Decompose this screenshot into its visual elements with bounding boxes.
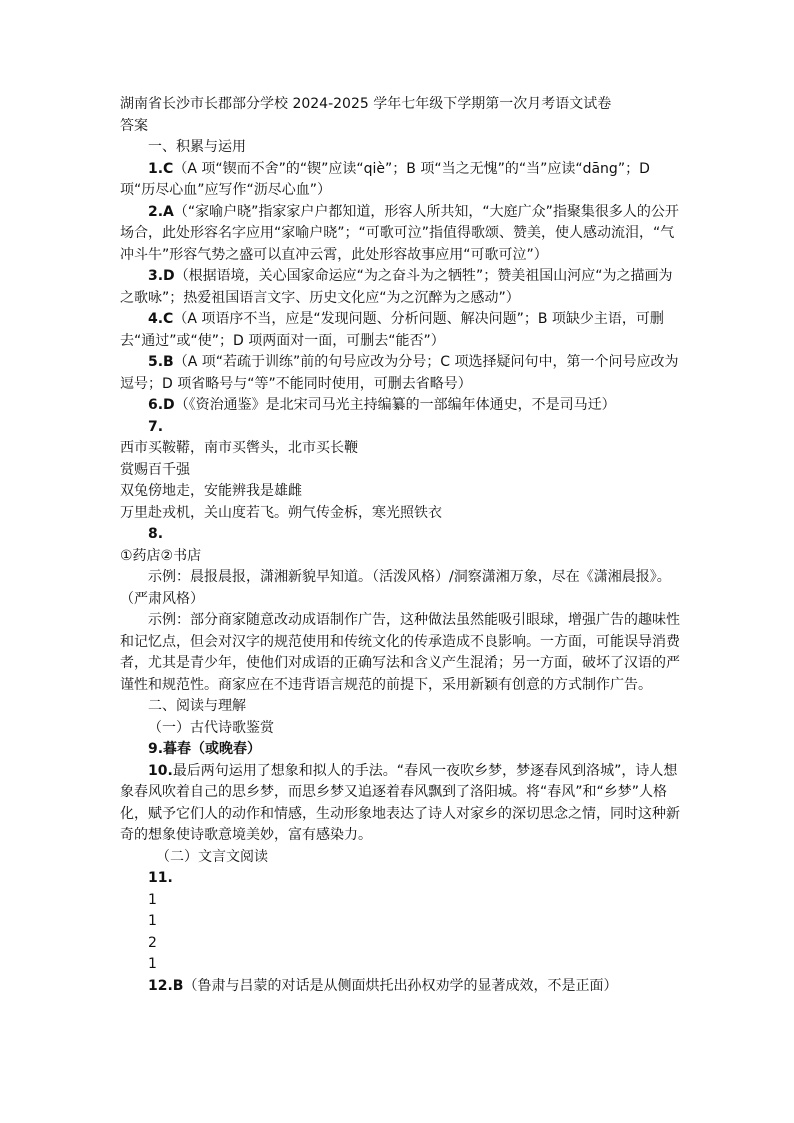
answer-8-example-1: 示例：晨报晨报，潇湘新貌早知道。（活泼风格）/洞察潇湘万象，尽在《潇湘晨报》。（严肃风格） xyxy=(120,569,671,607)
answer-1-number: 1.C xyxy=(148,160,174,177)
answer-2-text: （“家喻户晓”指家家户户都知道，形容人所共知，“大庭广众”指聚集很多人的公开场合，此处形容名字应用“家喻户晓”；“可歌可泣”指值得歌颂、赞美，使人感动流泪，“气冲斗牛”形容气势之盛可以直冲云霄，此处形容故事应用“可歌可泣”） xyxy=(120,203,679,263)
answer-7-number: 7. xyxy=(148,418,164,435)
answer-4-text: （A 项语序不当，应是“发现问题、分析问题、解决问题”；B 项缺少主语，可删去“通过”或“使”；D 项两面对一面，可删去“能否”） xyxy=(120,311,664,349)
answer-6 xyxy=(120,395,680,417)
answer-11-line: 2 xyxy=(148,934,157,951)
answer-12-number: 12.B xyxy=(148,977,184,994)
answer-11-number: 11. xyxy=(148,870,173,886)
answer-10-text: 最后两句运用了想象和拟人的手法。“春风一夜吹乡梦，梦逐春风到洛城”，诗人想象春风吹着自己的思乡梦，而思乡梦又追逐着春风飘到了洛阳城。将“春风”和“乡梦”人格化，赋予它们人的动作和情感，生动形象地表达了诗人对家乡的深切思念之情，同时这种新奇的想象使诗歌意境美妙，富有感染力。 xyxy=(120,762,680,843)
answer-6-text: （《资治通鉴》是北宋司马光主持编纂的一部编年体通史，不是司马迁） xyxy=(174,397,616,413)
answer-5-text: （A 项“若疏于训练”前的句号应改为分号；C 项选择疑问句中，第一个问号应改为逗号；D 项省略号与“等”不能同时使用，可删去省略号） xyxy=(120,354,679,392)
answer-6-number: 6.D xyxy=(148,397,175,413)
subsection-heading-1: （一）古代诗歌鉴赏 xyxy=(148,719,274,736)
answer-8-number: 8. xyxy=(148,526,164,542)
section-heading-1: 一、积累与运用 xyxy=(148,139,246,155)
answer-10-number: 10. xyxy=(148,762,173,779)
doc-title-cont: 答案 xyxy=(120,117,148,134)
section-heading-2: 二、阅读与理解 xyxy=(148,698,246,714)
answer-3-number: 3.D xyxy=(148,268,175,284)
answer-1-text: （A 项“锲而不舍”的“锲”应读“qiè”；B 项“当之无愧”的“当”应读“dāng”；D 项“历尽心血”应写作“沥尽心血”） xyxy=(120,160,650,198)
subsection-heading-2: （二）文言文阅读 xyxy=(156,848,268,865)
document-page xyxy=(120,94,680,997)
answer-7-line: 西市买鞍鞯，南市买辔头，北市买长鞭 xyxy=(120,440,358,456)
answer-7-line: 万里赴戎机，关山度若飞。朔气传金柝，寒光照铁衣 xyxy=(120,504,442,521)
answer-9: 9.暮春（或晚春） xyxy=(148,741,262,757)
answer-4-number: 4.C xyxy=(148,311,174,327)
answer-11-line: 1 xyxy=(148,913,157,929)
answer-3 xyxy=(120,266,680,309)
doc-title: 湖南省长沙市长郡部分学校 2024-2025 学年七年级下学期第一次月考语文试卷 xyxy=(120,96,612,112)
answer-8-line: ①药店②书店 xyxy=(120,547,202,564)
answer-12-text: （鲁肃与吕蒙的对话是从侧面烘托出孙权劝学的显著成效，不是正面） xyxy=(183,977,618,994)
answer-10 xyxy=(120,761,680,847)
answer-4 xyxy=(120,309,680,352)
answer-5 xyxy=(120,352,680,395)
answer-1 xyxy=(120,159,680,202)
answer-2 xyxy=(120,202,680,267)
answer-12 xyxy=(120,976,680,998)
answer-7-line: 双兔傍地走，安能辨我是雄雌 xyxy=(120,483,302,499)
answer-8-example-2: 示例：部分商家随意改动成语制作广告，这种做法虽然能吸引眼球，增强广告的趣味性和记忆点，但会对汉字的规范使用和传统文化的传承造成不良影响。一方面，可能误导消费者，尤其是青少年，使他们对成语的正确写法和含义产生混淆；另一方面，破坏了汉语的严谨性和规范性。商家应在不违背语言规范的前提下，采用新颖有创意的方式制作广告。 xyxy=(120,612,680,693)
answer-5-number: 5.B xyxy=(148,354,174,370)
answer-7-line: 赏赐百千强 xyxy=(120,461,190,478)
answer-3-text: （根据语境，关心国家命运应“为之奋斗为之牺牲”；赞美祖国山河应“为之描画为之歌咏”；热爱祖国语言文字、历史文化应“为之沉醉为之感动”） xyxy=(120,268,673,306)
answer-11-line: 1 xyxy=(148,956,157,972)
answer-11-line: 1 xyxy=(148,891,157,908)
answer-2-number: 2.A xyxy=(148,203,174,220)
